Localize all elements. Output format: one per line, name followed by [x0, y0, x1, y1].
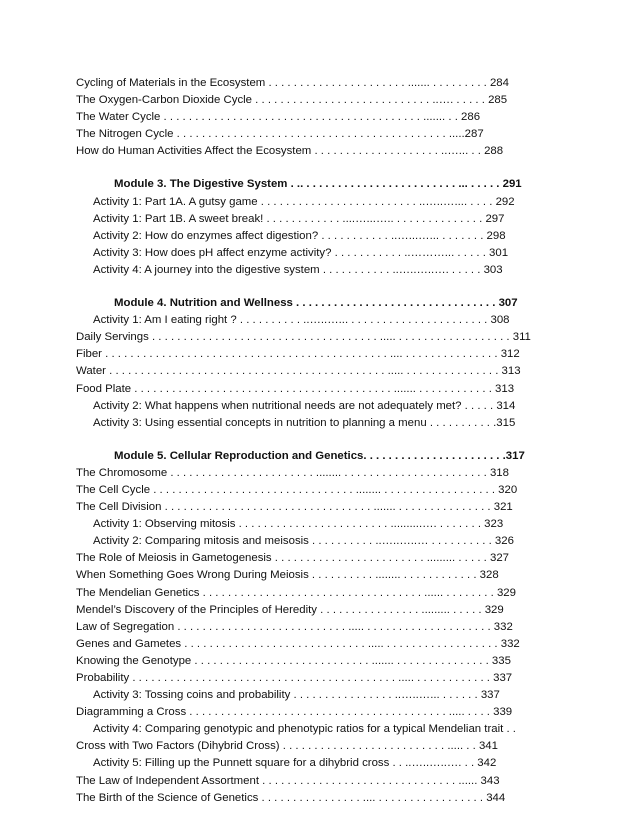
toc-module-heading: Module 3. The Digestive System . .. . . . . . . . . . . . . . . . . . . . . . . . . ... . . . . . 291 — [114, 178, 522, 191]
section-spacer — [76, 279, 560, 295]
toc-entry: Law of Segregation . . . . . . . . . . . . . . . . . . . . . . . . . . . ..... . . . . . . . . . . . . . . . . . . . . 332 — [76, 620, 513, 633]
toc-entry: The Role of Meiosis in Gametogenesis . . . . . . . . . . . . . . . . . . . . . . . . ......... . . . . . 327 — [76, 552, 510, 565]
section-spacer — [76, 432, 560, 448]
toc-entry: Cycling of Materials in the Ecosystem . . . . . . . . . . . . . . . . . . . . . . ....... . . . . . . . . . 284 — [76, 77, 509, 89]
toc-activity-entry: Activity 1: Am I eating right ? . . . . . . . . . . ..…..…... . . . . . . . . . . . . . . . . . . . . . . 308 — [93, 314, 510, 327]
toc-activity-entry: Activity 2: Comparing mitosis and meisosis . . . . . . . . . . ..…..…..… . . . . . . . . . . 326 — [93, 535, 514, 548]
toc-entry: Water . . . . . . . . . . . . . . . . . . . . . . . . . . . . . . . . . . . . . . . . . . . . ..... . . . . . . . . . . . . . . . 313 — [76, 365, 521, 378]
toc-entry: The Birth of the Science of Genetics . . . . . . . . . . . . . . . . .... . . . . . . . . . . . . . . . . . 344 — [76, 791, 506, 804]
toc-activity-entry: Activity 2: How do enzymes affect digestion? . . . . . . . . . . . ..…...…... . . . . . . . 298 — [93, 229, 506, 242]
toc-activity-entry: Activity 3: Using essential concepts in nutrition to planning a menu . . . . . . . . . . .315 — [93, 416, 516, 429]
toc-activity-entry: Activity 1: Part 1B. A sweet break! . . . . . . . . . . . . ....…...….. . . . . . . . . . . . . . . 297 — [93, 212, 505, 225]
toc-module-heading: Module 4. Nutrition and Wellness . . . . . . . . . . . . . . . . . . . . . . . . . . . . . . . . 307 — [114, 297, 518, 310]
toc-activity-entry: Activity 3: Tossing coins and probability . . . . . . . . . . . . . . . . ..…..…... . . . . . . 337 — [93, 689, 500, 702]
toc-entry: How do Human Activities Affect the Ecosystem . . . . . . . . . . . . . . . . . . . . ..…... . . 288 — [76, 145, 504, 158]
toc-entry: The Chromosome . . . . . . . . . . . . . . . . . . . . . . . ........ . . . . . . . . . . . . . . . . . . . . . . . 318 — [76, 466, 509, 479]
toc-entry: Fiber . . . . . . . . . . . . . . . . . . . . . . . . . . . . . . . . . . . . . . . . . . . . . .... . . . . . . . . . . . . . . . 312 — [76, 348, 520, 361]
toc-entry: Genes and Gametes . . . . . . . . . . . . . . . . . . . . . . . . . . . . . ..... . . . . . . . . . . . . . . . . . . 332 — [76, 637, 520, 650]
toc-activity-entry: Activity 3: How does pH affect enzyme activity? . . . . . . . . . . . ..………... . . . . . 301 — [93, 246, 509, 259]
toc-entry: The Law of Independent Assortment . . . . . . . . . . . . . . . . . . . . . . . . . . . . . . . ...... 343 — [76, 774, 500, 787]
toc-entry: The Oxygen-Carbon Dioxide Cycle . . . . . . . . . . . . . . . . . . . . . . . . . . . . ..…. . . . . . 285 — [76, 94, 508, 107]
toc-entry: Diagramming a Cross . . . . . . . . . . . . . . . . . . . . . . . . . . . . . . . . . . . . . . . . . ..... . . . . 339 — [76, 706, 513, 719]
toc-entry: The Water Cycle . . . . . . . . . . . . . . . . . . . . . . . . . . . . . . . . . . . . . . . . . ....... . . 286 — [76, 111, 481, 124]
toc-entry: When Something Goes Wrong During Meiosis . . . . . . . . . . ........ . . . . . . . . . . . . 328 — [76, 569, 499, 582]
toc-entry: The Cell Cycle . . . . . . . . . . . . . . . . . . . . . . . . . . . . . . . . ........ . . . . . . . . . . . . . . . . . . 320 — [76, 483, 518, 496]
toc-entry: Daily Servings . . . . . . . . . . . . . . . . . . . . . . . . . . . . . . . . . . . . ..... . . . . . . . . . . . . . . . . . . 311 — [76, 331, 531, 344]
toc-activity-entry: Activity 1: Observing mitosis . . . . . . . . . . . . . . . . . . . . . . . . ..........…. . . . . . . . 323 — [93, 518, 504, 531]
toc-entry: Probability . . . . . . . . . . . . . . . . . . . . . . . . . . . . . . . . . . . . . . . . . . ..... . . . . . . . . . . . . 337 — [76, 672, 513, 684]
toc-entry: The Mendelian Genetics . . . . . . . . . . . . . . . . . . . . . . . . . . . . . . . . . . . ...... . . . . . . . . 329 — [76, 586, 516, 599]
toc-module-heading: Module 5. Cellular Reproduction and Genetics. . . . . . . . . . . . . . . . . . . . . . .317 — [114, 449, 525, 462]
toc-activity-entry: Activity 4: Comparing genotypic and phenotypic ratios for a typical Mendelian trait . . — [93, 723, 516, 736]
toc-activity-entry: Activity 1: Part 1A. A gutsy game . . . . . . . . . . . . . . . . . . . . . . . . . ..…..….... . . . . 292 — [93, 195, 515, 208]
toc-activity-entry: Activity 4: A journey into the digestive system . . . . . . . . . . . ..…..…..…. . . . . . 303 — [93, 263, 503, 276]
toc-entry: Mendel’s Discovery of the Principles of Heredity . . . . . . . . . . . . . . . . ......... . . . . . 329 — [76, 603, 504, 616]
table-of-contents — [76, 75, 560, 807]
toc-entry: Food Plate . . . . . . . . . . . . . . . . . . . . . . . . . . . . . . . . . . . . . . . . . ....... . . . . . . . . . . . . 313 — [76, 382, 515, 395]
toc-entry: The Cell Division . . . . . . . . . . . . . . . . . . . . . . . . . . . . . . . . . ....... . . . . . . . . . . . . . . . 321 — [76, 501, 513, 514]
toc-entry: Cross with Two Factors (Dihybrid Cross) . . . . . . . . . . . . . . . . . . . . . . . . . . ..... . . 341 — [76, 740, 498, 753]
toc-activity-entry: Activity 2: What happens when nutritional needs are not adequately met? . . . . . 314 — [93, 399, 516, 412]
toc-entry: Knowing the Genotype . . . . . . . . . . . . . . . . . . . . . . . . . . . . ....... . . . . . . . . . . . . . . . 335 — [76, 654, 511, 667]
toc-activity-entry: Activity 5: Filling up the Punnett square for a dihybrid cross . . ..…..…..…. . . 342 — [93, 757, 497, 770]
toc-entry: The Nitrogen Cycle . . . . . . . . . . . . . . . . . . . . . . . . . . . . . . . . . . . . . . . . . . . .....287 — [76, 128, 484, 141]
section-spacer — [76, 160, 560, 176]
